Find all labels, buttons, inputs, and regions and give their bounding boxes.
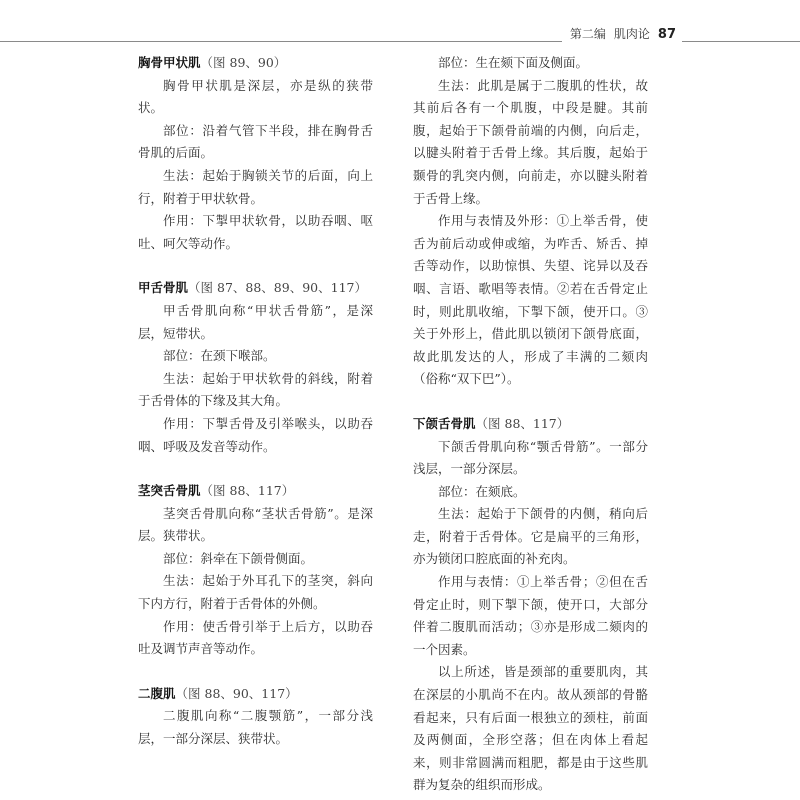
- muscle-name: 茎突舌骨肌: [138, 483, 201, 499]
- muscle-heading: [138, 480, 373, 503]
- figure-reference: （图 87、88、89、90、117）: [188, 280, 367, 296]
- muscle-name: 胸骨甲状肌: [138, 55, 201, 70]
- body-paragraph: 部位：在颏底。: [438, 483, 526, 499]
- muscle-heading: [413, 413, 648, 436]
- body-paragraph: 以上所述，皆是颈部的重要肌肉，其在深层的小肌尚不在内。故从颈部的骨骼看起来，只有后面一根独立的颈柱，前面及两侧面，全形空落；但在肉体上看起来，则非常圆满而粗肥，都是由于这些肌群为复杂的组织而形成。: [413, 664, 648, 793]
- body-paragraph: 作用与表情及外形：①上举舌骨，使舌为前后动或伸或缩，为咋舌、矫舌、掉舌等动作，以助惊惧、失望、诧异以及吞咽、言语、歌唱等表情。②若在舌骨定止时，则此肌收缩，下掣下颌，使开口。③关于外形上，借此肌以锁闭下颌骨底面，故此肌发达的人，形成了丰满的二颏肉（俗称“双下巴”）。: [413, 213, 648, 387]
- left-column: [138, 52, 373, 751]
- body-paragraph: 生法：起始于外耳孔下的茎突，斜向下内方行，附着于舌骨体的外侧。: [138, 573, 373, 612]
- figure-reference: （图 88、117）: [475, 415, 570, 431]
- body-paragraph: 下颌舌骨肌向称“颚舌骨筋”。一部分浅层，一部分深层。: [413, 438, 648, 477]
- body-paragraph: 部位：斜牵在下颌骨侧面。: [163, 550, 314, 566]
- right-column: [413, 52, 648, 797]
- body-paragraph: 甲舌骨肌向称“甲状舌骨筋”，是深层，短带状。: [138, 302, 373, 341]
- body-paragraph: 部位：在颈下喉部。: [163, 348, 276, 364]
- body-paragraph: 生法：起始于甲状软骨的斜线，附着于舌骨体的下缘及其大角。: [138, 370, 373, 409]
- body-paragraph: 部位：生在颏下面及侧面。: [438, 55, 589, 70]
- body-paragraph: 生法：起始于胸锁关节的后面，向上行，附着于甲状软骨。: [138, 167, 373, 206]
- body-paragraph: 茎突舌骨肌向称“茎状舌骨筋”。是深层。狭带状。: [138, 505, 373, 544]
- muscle-heading: [138, 683, 373, 706]
- body-paragraph: 作用与表情：①上举舌骨；②但在舌骨定止时，则下掣下颌，使开口，大部分伴着二腹肌而活动；③亦是形成二颏肉的一个因素。: [413, 574, 648, 657]
- header-label: [562, 22, 682, 42]
- header-chapter: 肌肉论: [613, 27, 650, 41]
- figure-reference: （图 89、90）: [200, 55, 287, 70]
- figure-reference: （图 88、117）: [200, 483, 295, 499]
- body-paragraph: 作用：下掣舌骨及引举喉头，以助吞咽、呼吸及发音等动作。: [138, 415, 373, 454]
- muscle-name: 下颌舌骨肌: [413, 415, 476, 431]
- body-paragraph: 胸骨甲状肌是深层，亦是纵的狭带状。: [138, 77, 373, 116]
- body-paragraph: 作用：下掣甲状软骨，以助吞咽、呕吐、呵欠等动作。: [138, 213, 373, 251]
- body-paragraph: 二腹肌向称“二腹颚筋”，一部分浅层，一部分深层、狭带状。: [138, 708, 373, 747]
- figure-reference: （图 88、90、117）: [175, 685, 298, 701]
- body-paragraph: 生法：此肌是属于二腹肌的性状，故其前后各有一个肌腹，中段是腱。其前腹，起始于下颌骨前端的内侧，向后走，以腱头附着于舌骨上缘。其后腹，起始于颞骨的乳突内侧，向前走，亦以腱头附着于舌骨上缘。: [413, 77, 648, 206]
- muscle-heading: [138, 277, 373, 300]
- muscle-name: 甲舌骨肌: [138, 280, 189, 296]
- body-paragraph: 部位：沿着气管下半段，排在胸骨舌骨肌的后面。: [138, 122, 373, 161]
- page-number: 87: [657, 27, 676, 42]
- body-paragraph: 作用：使舌骨引举于上后方，以助吞吐及调节声音等动作。: [138, 618, 373, 657]
- running-header: [0, 22, 800, 42]
- header-section: 第二编: [569, 27, 606, 41]
- muscle-name: 二腹肌: [138, 685, 176, 701]
- muscle-heading: [138, 52, 373, 75]
- body-paragraph: 生法：起始于下颌骨的内侧，稍向后走，附着于舌骨体。它是扁平的三角形，亦为锁闭口腔底面的补充肉。: [413, 506, 648, 567]
